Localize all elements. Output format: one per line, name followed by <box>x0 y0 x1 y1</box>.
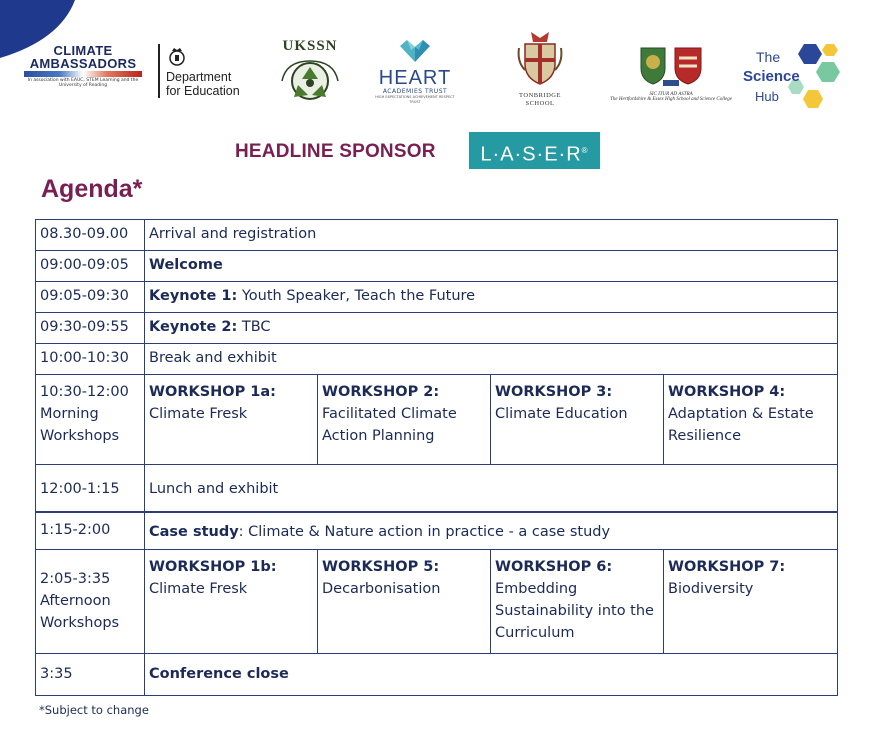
agenda-row <box>36 654 838 696</box>
workshop-cell: WORKSHOP 2: Facilitated Climate Action Planning <box>318 375 491 465</box>
agenda-row <box>36 465 838 512</box>
climate-stripes <box>24 71 142 77</box>
time-cell: 10:00-10:30 <box>36 344 145 375</box>
workshop-cell: WORKSHOP 6: Embedding Sustainability into the Curriculum <box>491 550 664 654</box>
science-hub-logo: The Science Hub <box>742 40 846 112</box>
session-cell: Break and exhibit <box>145 344 838 375</box>
workshop-cell: WORKSHOP 1b: Climate Fresk <box>145 550 318 654</box>
tonbridge-school-logo: TONBRIDGE SCHOOL <box>508 30 572 108</box>
session-cell: Lunch and exhibit <box>145 465 838 512</box>
agenda-table <box>35 219 838 696</box>
page-title: Agenda* <box>41 175 143 203</box>
coat-of-arms-icon <box>517 30 563 88</box>
agenda-row <box>36 512 838 550</box>
hertfordshire-essex-logo: SIC ITUR AD ASTRA The Hertfordshire & Essex High School and Science College <box>604 44 738 110</box>
time-cell: 1:15-2:00 <box>36 512 145 550</box>
time-cell: 3:35 <box>36 654 145 696</box>
agenda-row <box>36 344 838 375</box>
time-cell: 10:30-12:00 Morning Workshops <box>36 375 145 465</box>
recycle-globe-icon <box>272 55 348 107</box>
time-cell: 09:30-09:55 <box>36 313 145 344</box>
session-cell: Welcome <box>145 251 838 282</box>
afternoon-workshops-row <box>36 550 838 654</box>
agenda-row <box>36 251 838 282</box>
climate-ambassadors-logo: CLIMATE AMBASSADORS In association with EAUC, STEM Learning and the University of Reading <box>24 44 142 88</box>
headline-sponsor-label: HEADLINE SPONSOR <box>235 141 436 162</box>
time-cell: 2:05-3:35 Afternoon Workshops <box>36 550 145 654</box>
workshop-cell: WORKSHOP 7: Biodiversity <box>664 550 838 654</box>
session-cell: Case study: Climate & Nature action in practice - a case study <box>145 512 838 550</box>
morning-workshops-row <box>36 375 838 465</box>
agenda-row <box>36 313 838 344</box>
time-cell: 12:00-1:15 <box>36 465 145 512</box>
workshop-cell: WORKSHOP 1a: Climate Fresk <box>145 375 318 465</box>
ukssn-logo: UKSSN <box>272 38 348 110</box>
school-crest-icon <box>635 44 707 88</box>
footnote: *Subject to change <box>39 703 149 717</box>
session-cell: Conference close <box>145 654 838 696</box>
royal-crest-icon <box>166 46 188 68</box>
heart-geometric-icon <box>398 38 432 64</box>
department-for-education-logo: Department for Education <box>158 44 250 100</box>
agenda-row <box>36 220 838 251</box>
heart-academies-logo: HEART ACADEMIES TRUST HIGH EXPECTATIONS ACHIEVEMENT RESPECT TRUST <box>372 38 458 104</box>
workshop-cell: WORKSHOP 5: Decarbonisation <box>318 550 491 654</box>
session-cell: Arrival and registration <box>145 220 838 251</box>
workshop-cell: WORKSHOP 4: Adaptation & Estate Resilience <box>664 375 838 465</box>
time-cell: 09:00-09:05 <box>36 251 145 282</box>
session-cell: Keynote 2: TBC <box>145 313 838 344</box>
time-cell: 09:05-09:30 <box>36 282 145 313</box>
agenda-row <box>36 282 838 313</box>
time-cell: 08.30-09.00 <box>36 220 145 251</box>
session-cell: Keynote 1: Youth Speaker, Teach the Future <box>145 282 838 313</box>
laser-logo: L·A·S·E·R® <box>469 132 600 169</box>
workshop-cell: WORKSHOP 3: Climate Education <box>491 375 664 465</box>
